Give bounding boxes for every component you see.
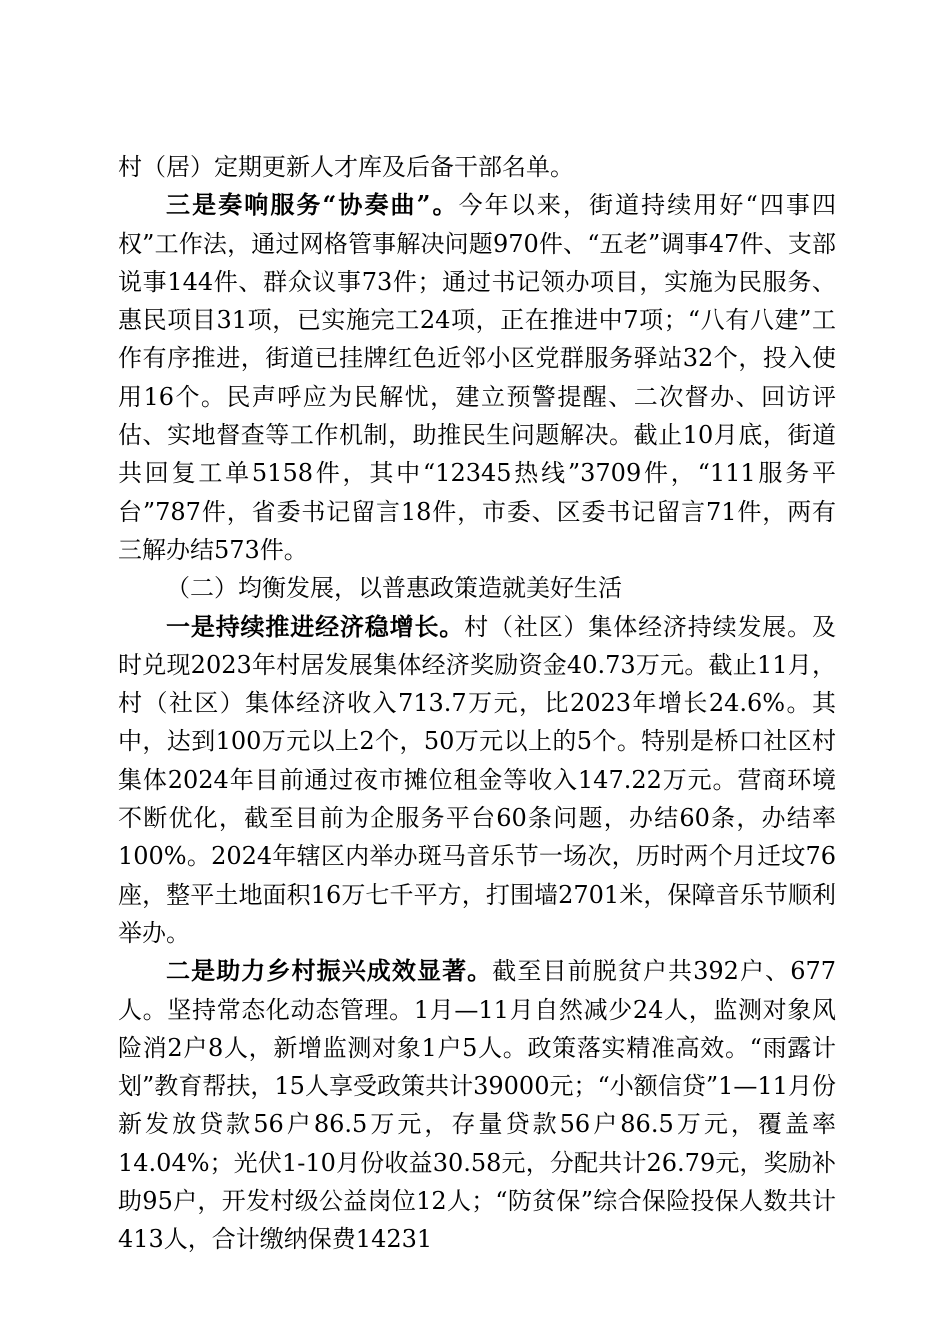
paragraph-service: [118, 186, 836, 569]
paragraph-continuation: [118, 148, 836, 186]
paragraph-lead: 二是助力乡村振兴成效显著。: [166, 956, 493, 986]
paragraph-text: 截至目前脱贫户共392户、677人。坚持常态化动态管理。1月—11月自然减少24人，监测对象风险消2户8人，新增监测对象1户5人。政策落实精准高效。“雨露计划”教育帮扶，15人享受政策共计39000元；“小额信贷”1—11月份新发放贷款56户86.5万元，存量贷款56户86.5万元，覆盖率14.04%；光伏1-10月份收益30.58元，分配共计26.79元，奖励补助95户，开发村级公益岗位12人；“防贫保”综合保险投保人数共计413人，合计缴纳保费14231: [118, 957, 837, 1254]
section-heading-text: （二）均衡发展，以普惠政策造就美好生活: [166, 574, 622, 603]
paragraph-rural-revitalization: [118, 952, 836, 1258]
paragraph-text: 今年以来，街道持续用好“四事四权”工作法，通过网格管事解决问题970件、“五老”调事47件、支部说事144件、群众议事73件；通过书记领办项目，实施为民服务、惠民项目31项，已实施完工24项，正在推进中7项；“八有八建”工作有序推进，街道已挂牌红色近邻小区党群服务驿站32个，投入使用16个。民声呼应为民解忧，建立预警提醒、二次督办、回访评估、实地督查等工作机制，助推民生问题解决。截止10月底，街道共回复工单5158件，其中“12345热线”3709件，“111服务平台”787件，省委书记留言18件，市委、区委书记留言71件，两有三解办结573件。: [118, 191, 836, 564]
document-page: [118, 148, 836, 1259]
section-heading: [118, 569, 836, 607]
paragraph-text: 村（社区）集体经济持续发展。及时兑现2023年村居发展集体经济奖励资金40.73万元。截止11月，村（社区）集体经济收入713.7万元，比2023年增长24.6%。其中，达到100万元以上2个，50万元以上的5个。特别是桥口社区村集体2024年目前通过夜市摊位租金等收入147.22万元。营商环境不断优化，截至目前为企服务平台60条问题，办结60条，办结率100%。2024年辖区内举办斑马音乐节一场次，历时两个月迁坟76座，整平土地面积16万七千平方，打围墙2701米，保障音乐节顺利举办。: [118, 612, 837, 947]
paragraph-lead: 一是持续推进经济稳增长。: [166, 611, 465, 641]
paragraph-lead: 三是奏响服务“协奏曲”。: [166, 190, 459, 220]
paragraph-economy: [118, 608, 836, 953]
paragraph-text: 村（居）定期更新人才库及后备干部名单。: [118, 153, 574, 181]
